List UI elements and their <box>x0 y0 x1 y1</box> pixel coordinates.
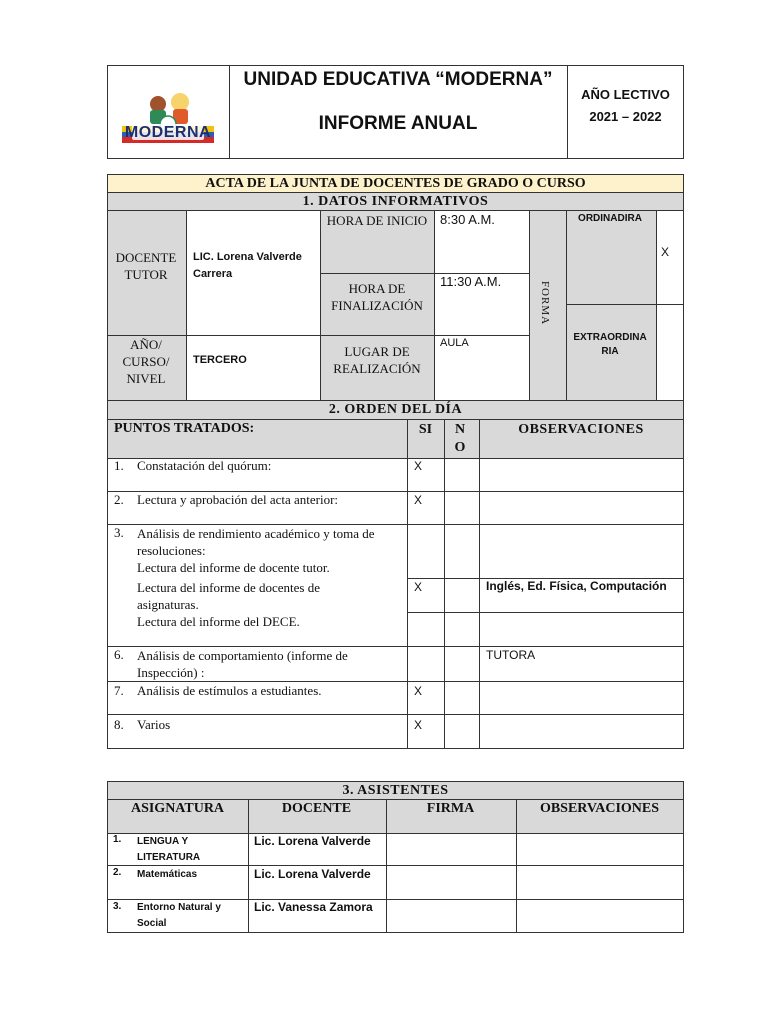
asistente-asignatura: Entorno Natural y Social <box>137 902 221 929</box>
year-value: 2021 – 2022 <box>589 108 662 124</box>
asistente-docente: Lic. Lorena Valverde <box>254 834 371 848</box>
ordinaria-label: ORDINADIRA <box>578 212 642 224</box>
hora-inicio-value: 8:30 A.M. <box>440 212 495 227</box>
agenda-item-si: X <box>414 493 423 507</box>
agenda-item-observacion: Inglés, Ed. Física, Computación <box>486 579 667 593</box>
asistente-number: 1. <box>113 834 122 845</box>
col-observaciones: OBSERVACIONES <box>518 422 644 437</box>
asistente-asignatura: Matemáticas <box>137 869 198 880</box>
asistente-docente: Lic. Lorena Valverde <box>254 867 371 881</box>
agenda-item-text: Análisis de rendimiento académico y toma de resoluciones: <box>137 526 375 558</box>
logo-text: MODERNA <box>124 124 212 141</box>
agenda-item-number: 7. <box>114 683 124 698</box>
col-docente: DOCENTE <box>281 801 352 816</box>
asistente-docente: Lic. Vanessa Zamora <box>254 900 373 914</box>
agenda-item-text: Varios <box>137 717 171 732</box>
agenda-item-number: 8. <box>114 717 124 732</box>
agenda-item-text: Análisis de comportamiento (informe de Inspección) : <box>137 648 348 680</box>
section-datos-informativos: 1. DATOS INFORMATIVOS <box>107 192 684 211</box>
agenda-item-number: 1. <box>114 458 124 473</box>
hora-finalizacion-value: 11:30 A.M. <box>440 274 502 289</box>
ano-curso-nivel-label: AÑO/ CURSO/ NIVEL <box>122 336 170 386</box>
agenda-item-si: X <box>414 718 423 732</box>
asistente-asignatura: LENGUA Y LITERATURA <box>137 836 201 863</box>
col-asignatura: ASIGNATURA <box>130 801 225 816</box>
report-title: INFORME ANUAL <box>318 113 478 134</box>
acta-title: ACTA DE LA JUNTA DE DOCENTES DE GRADO O CURSO <box>107 174 684 193</box>
docente-tutor-value: LIC. Lorena Valverde Carrera <box>193 251 302 280</box>
agenda-item-number: 3. <box>114 525 124 540</box>
lugar-realizacion-label: LUGAR DE REALIZACIÓN <box>333 344 421 376</box>
agenda-item-text: Análisis de estímulos a estudiantes. <box>137 683 322 698</box>
forma-label: FORMA <box>539 280 551 326</box>
agenda-item-text: Constatación del quórum: <box>137 458 272 473</box>
section-asistentes: 3. ASISTENTES <box>107 781 684 800</box>
ordinaria-mark: X <box>660 245 669 259</box>
col-no: N O <box>454 422 466 455</box>
agenda-item-observacion: TUTORA <box>486 648 536 662</box>
agenda-item-si: X <box>414 459 423 473</box>
agenda-item-text: Lectura y aprobación del acta anterior: <box>137 492 339 507</box>
ano-curso-nivel-value: TERCERO <box>193 354 247 366</box>
lugar-realizacion-value: AULA <box>440 337 469 349</box>
asistente-number: 3. <box>113 901 122 912</box>
asistente-number: 2. <box>113 867 122 878</box>
agenda-subitem: Lectura del informe de docentes de asignaturas. <box>137 580 320 612</box>
agenda-item-number: 2. <box>114 492 124 507</box>
school-name: UNIDAD EDUCATIVA “MODERNA” <box>243 69 553 90</box>
extraordinaria-label: EXTRAORDINA RIA <box>573 332 647 357</box>
col-puntos-tratados: PUNTOS TRATADOS: <box>114 421 255 436</box>
agenda-item-si: X <box>414 580 423 594</box>
col-observaciones-asistentes: OBSERVACIONES <box>539 801 660 816</box>
agenda-subitem: Lectura del informe de docente tutor. <box>137 560 330 575</box>
school-logo <box>118 88 218 150</box>
docente-tutor-label: DOCENTE TUTOR <box>115 250 177 282</box>
hora-finalizacion-label: HORA DE FINALIZACIÓN <box>331 281 423 313</box>
col-si: SI <box>418 422 433 437</box>
agenda-item-number: 6. <box>114 647 124 662</box>
section-orden-del-dia: 2. ORDEN DEL DÍA <box>107 400 684 420</box>
agenda-subitem: Lectura del informe del DECE. <box>137 614 300 629</box>
year-label: AÑO LECTIVO <box>581 86 670 102</box>
col-firma: FIRMA <box>426 801 475 816</box>
hora-inicio-label: HORA DE INICIO <box>326 212 428 228</box>
agenda-item-si: X <box>414 684 423 698</box>
